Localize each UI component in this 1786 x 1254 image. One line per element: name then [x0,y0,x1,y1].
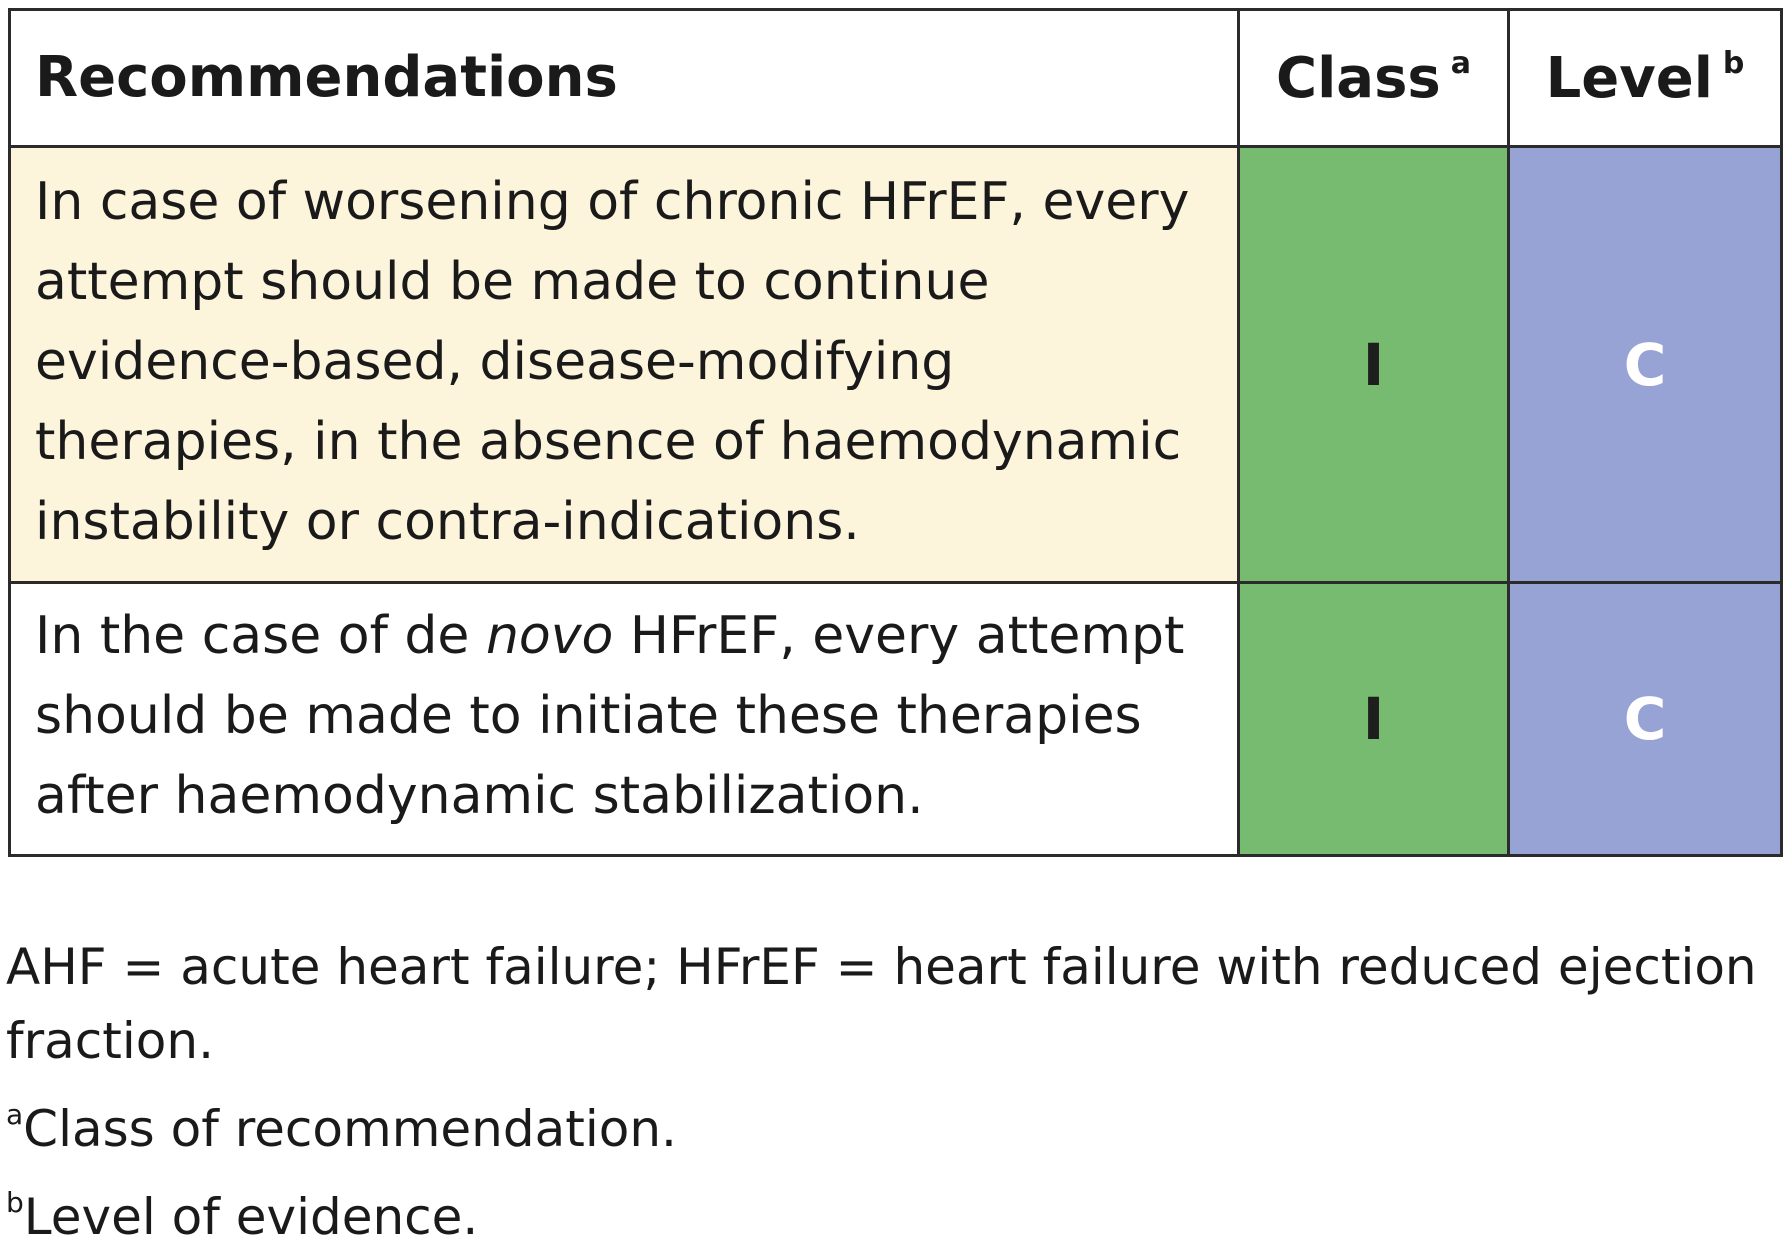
recommendation-text-start: In the case of de [35,606,486,666]
footnote-b-text: Level of evidence. [23,1188,479,1246]
table-row [10,583,1782,856]
recommendation-text [10,583,1239,856]
header-class [1239,10,1509,147]
class-badge: I [1239,583,1509,856]
abbreviations-line-1: AHF = acute heart failure; HFrEF = heart failure with reduced ejection [6,938,1757,996]
table-row [10,147,1782,583]
header-class-label: Class [1276,46,1441,111]
footnotes [6,930,1766,1254]
recommendation-text: In case of worsening of chronic HFrEF, every attempt should be made to continue evidence-based, disease-modifying therapies, in the absence of haemodynamic instability or contra-indications. [10,147,1239,583]
header-recommendations [10,10,1239,147]
footnote-a-marker: a [6,1098,24,1131]
header-recommendations-label: Recommendations [35,45,618,110]
footnote-b-marker: b [6,1186,24,1219]
abbreviations-line-2: fraction. [6,1012,214,1070]
header-level-label: Level [1545,46,1713,111]
class-badge: I [1239,147,1509,583]
level-badge: C [1509,583,1782,856]
footnote-a [6,1078,1766,1166]
header-class-footnote-marker: a [1450,46,1471,81]
recommendation-text-end: HFrEF, every attempt should be made to initiate these therapies after haemodynamic stabilization. [35,606,1185,826]
footnote-b [6,1166,1766,1254]
footnote-a-text: Class of recommendation. [23,1100,677,1158]
recommendations-table [8,8,1783,857]
recommendation-text-italic: novo [485,606,614,666]
level-badge: C [1509,147,1782,583]
header-level-footnote-marker: b [1722,46,1745,81]
table-header-row [10,10,1782,147]
header-level [1509,10,1782,147]
